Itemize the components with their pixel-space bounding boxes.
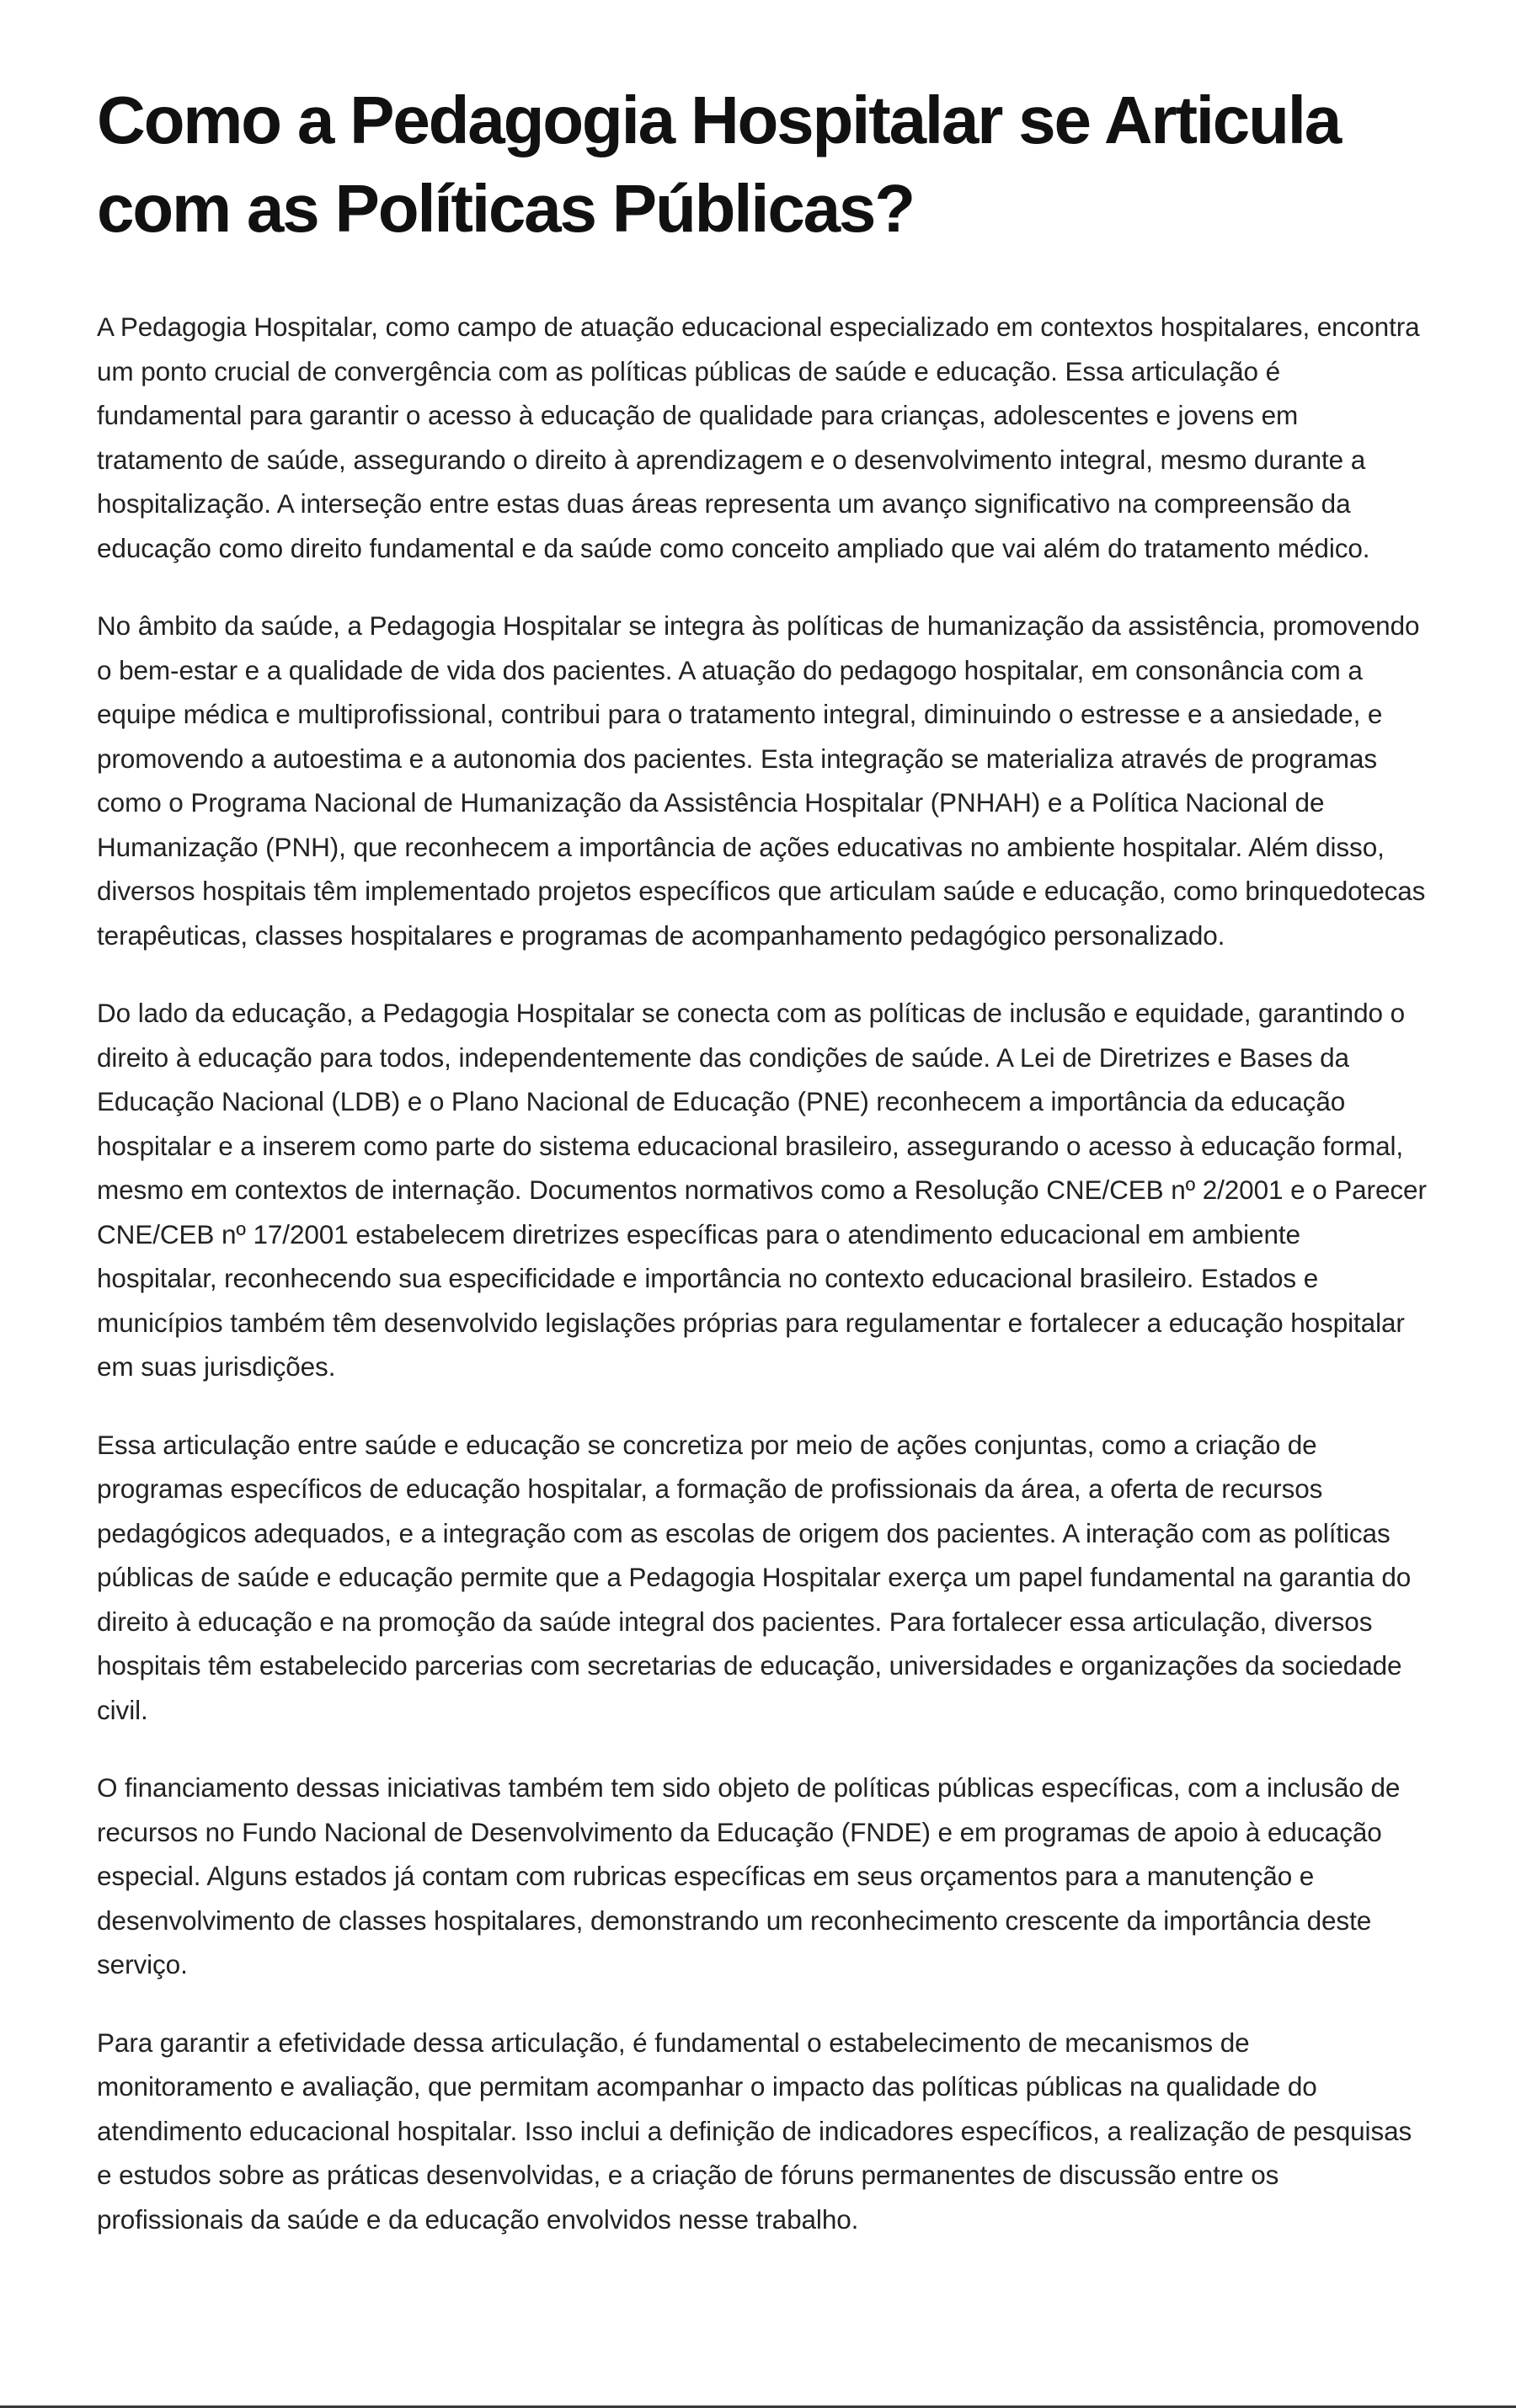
paragraph-5: O financiamento dessas iniciativas também tem sido objeto de políticas públicas específicas, com a inclusão de recursos no Fundo Nacional de Desenvolvimento da Educação (FNDE) e em programas de apoio à educação especial. Alguns estados já contam com rubricas específicas em seus orçamentos para a manutenção e desenvolvimento de classes hospitalares, demonstrando um reconhecimento crescente da importância deste serviço.	[97, 1772, 1401, 1979]
article-body	[97, 305, 1428, 2241]
paragraph-6: Para garantir a efetividade dessa articulação, é fundamental o estabelecimento de mecanismos de monitoramento e avaliação, que permitam acompanhar o impacto das políticas públicas na qualidade do atendimento educacional hospitalar. Isso inclui a definição de indicadores específicos, a realização de pesquisas e estudos sobre as práticas desenvolvidas, e a criação de fóruns permanentes de discussão entre os profissionais da saúde e da educação envolvidos nesse trabalho.	[97, 2027, 1412, 2235]
page-title: Como a Pedagogia Hospitalar se Articula com as Políticas Públicas?	[97, 83, 1341, 246]
paragraph-2: No âmbito da saúde, a Pedagogia Hospitalar se integra às políticas de humanização da assistência, promovendo o bem-estar e a qualidade de vida dos pacientes. A atuação do pedagogo hospitalar, em consonância com a equipe médica e multiprofissional, contribui para o tratamento integral, diminuindo o estresse e a ansiedade, e promovendo a autoestima e a autonomia dos pacientes. Esta integração se materializa através de programas como o Programa Nacional de Humanização da Assistência Hospitalar (PNHAH) e a Política Nacional de Humanização (PNH), que reconhecem a importância de ações educativas no ambiente hospitalar. Além disso, diversos hospitais têm implementado projetos específicos que articulam saúde e educação, como brinquedotecas terapêuticas, classes hospitalares e programas de acompanhamento pedagógico personalizado.	[97, 610, 1426, 951]
paragraph-3: Do lado da educação, a Pedagogia Hospitalar se conecta com as políticas de inclusão e equidade, garantindo o direito à educação para todos, independentemente das condições de saúde. A Lei de Diretrizes e Bases da Educação Nacional (LDB) e o Plano Nacional de Educação (PNE) reconhecem a importância da educação hospitalar e a inserem como parte do sistema educacional brasileiro, assegurando o acesso à educação formal, mesmo em contextos de internação. Documentos normativos como a Resolução CNE/CEB nº 2/2001 e o Parecer CNE/CEB nº 17/2001 estabelecem diretrizes específicas para o atendimento educacional em ambiente hospitalar, reconhecendo sua especificidade e importância no contexto educacional brasileiro. Estados e municípios também têm desenvolvido legislações próprias para regulamentar e fortalecer a educação hospitalar em suas jurisdições.	[97, 998, 1427, 1382]
article	[97, 76, 1428, 2275]
paragraph-1: A Pedagogia Hospitalar, como campo de atuação educacional especializado em contextos hospitalares, encontra um ponto crucial de convergência com as políticas públicas de saúde e educação. Essa articulação é fundamental para garantir o acesso à educação de qualidade para crianças, adolescentes e jovens em tratamento de saúde, assegurando o direito à aprendizagem e o desenvolvimento integral, mesmo durante a hospitalização. A interseção entre estas duas áreas representa um avanço significativo na compreensão da educação como direito fundamental e da saúde como conceito ampliado que vai além do tratamento médico.	[97, 312, 1420, 563]
paragraph-4: Essa articulação entre saúde e educação se concretiza por meio de ações conjuntas, como a criação de programas específicos de educação hospitalar, a formação de profissionais da área, a oferta de recursos pedagógicos adequados, e a integração com as escolas de origem dos pacientes. A interação com as políticas públicas de saúde e educação permite que a Pedagogia Hospitalar exerça um papel fundamental na garantia do direito à educação e na promoção da saúde integral dos pacientes. Para fortalecer essa articulação, diversos hospitais têm estabelecido parcerias com secretarias de educação, universidades e organizações da sociedade civil.	[97, 1429, 1412, 1725]
